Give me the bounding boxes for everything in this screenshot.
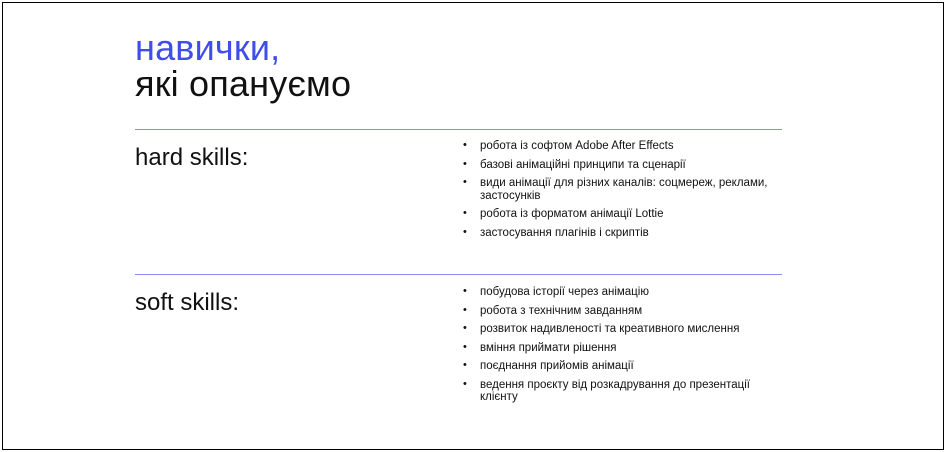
list-item-text: види анімації для різних каналів: соцмереж, реклами, застосунків	[480, 177, 768, 202]
bullet-icon: •	[463, 139, 467, 151]
section-heading-hard-skills: hard skills:	[135, 144, 249, 171]
slide	[2, 2, 944, 450]
divider-soft-skills	[135, 274, 782, 275]
bullet-icon: •	[463, 176, 467, 188]
list-item	[463, 286, 783, 299]
list-item-text: базові анімаційні принципи та сценарії	[480, 158, 686, 171]
list-item	[463, 140, 783, 153]
bullet-icon: •	[463, 359, 467, 371]
list-item-text: ведення проєкту від розкадрування до презентації клієнту	[480, 378, 750, 403]
list-item-text: поєднання прийомів анімації	[480, 360, 634, 372]
bullet-icon: •	[463, 285, 467, 297]
list-item	[463, 342, 783, 355]
bullet-icon: •	[463, 340, 467, 353]
list-item	[463, 379, 783, 404]
soft-skills-list	[463, 286, 783, 410]
list-item	[463, 208, 783, 221]
list-item	[463, 177, 783, 202]
bullet-icon: •	[463, 225, 467, 238]
list-item-text: розвиток надивленості та креативного мислення	[480, 323, 740, 335]
title-line-accent: навички,	[135, 27, 281, 68]
list-item	[463, 159, 783, 172]
list-item-text: робота із софтом Adobe After Effects	[480, 140, 674, 152]
bullet-icon: •	[463, 157, 467, 170]
list-item	[463, 323, 783, 336]
title-line-main: які опануємо	[135, 63, 352, 104]
bullet-icon: •	[463, 322, 467, 334]
list-item	[463, 305, 783, 318]
slide-title	[135, 27, 352, 104]
list-item	[463, 227, 783, 240]
list-item-text: робота із форматом анімації Lottie	[480, 208, 664, 220]
bullet-icon: •	[463, 377, 467, 390]
list-item	[463, 360, 783, 373]
list-item-text: побудова історії через анімацію	[480, 286, 649, 298]
divider-hard-skills	[135, 129, 782, 130]
list-item-text: вміння приймати рішення	[480, 341, 617, 354]
list-item-text: робота з технічним завданням	[480, 304, 643, 317]
bullet-icon: •	[463, 303, 467, 316]
hard-skills-list	[463, 140, 783, 245]
bullet-icon: •	[463, 207, 467, 219]
section-heading-soft-skills: soft skills:	[135, 289, 240, 316]
list-item-text: застосування плагінів і скриптів	[480, 226, 649, 239]
